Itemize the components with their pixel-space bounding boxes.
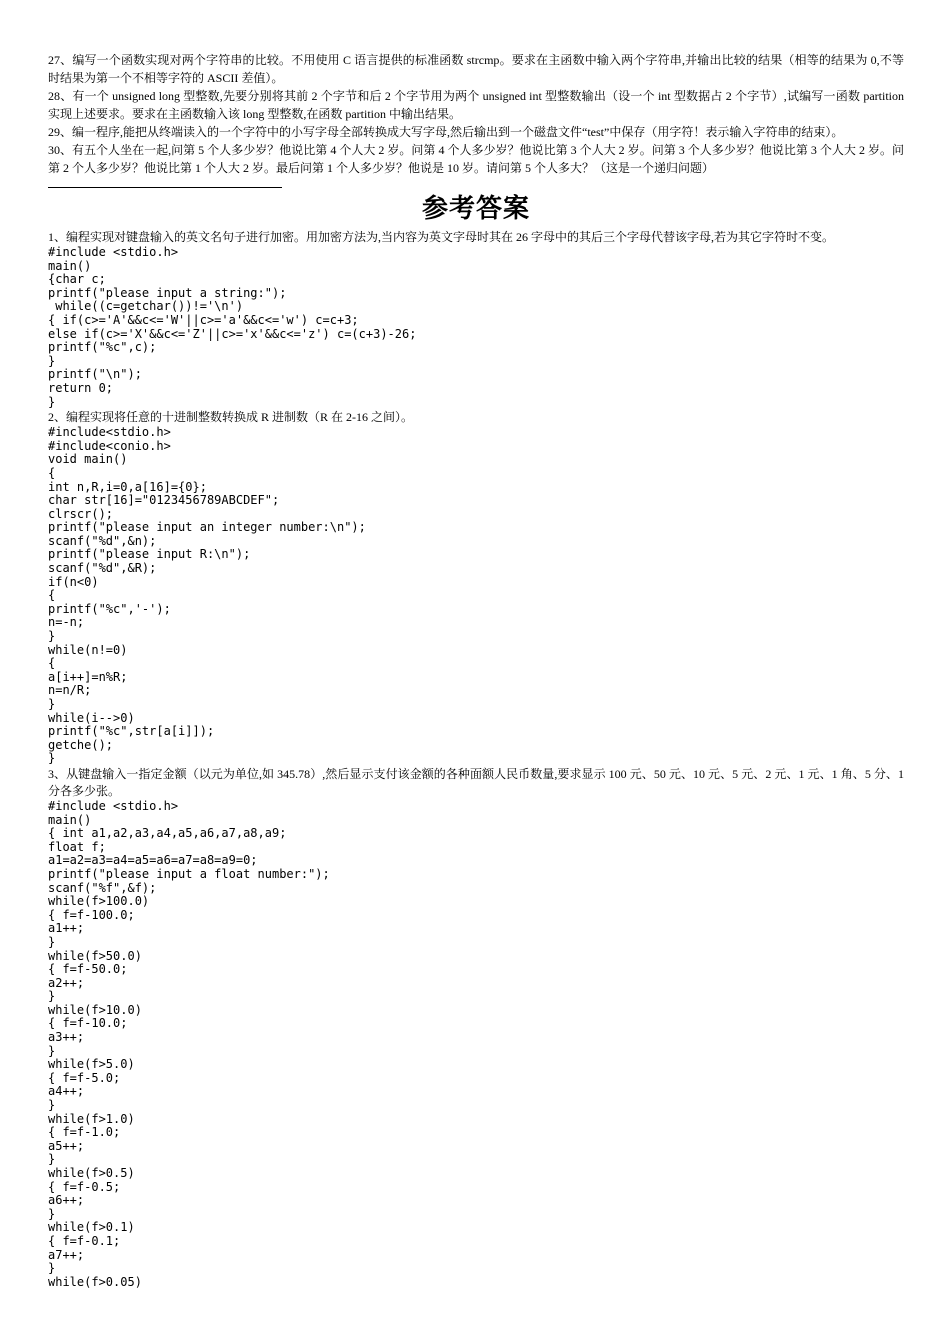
question-30: 30、有五个人坐在一起,问第 5 个人多少岁？他说比第 4 个人大 2 岁。问第 4 个人多少岁？他说比第 3 个人大 2 岁。问第 3 个人多少岁？他说比第 3 个人大 2 岁。问第 2 个人多少岁？他说比第 1 个人大 2 岁。最后问第 1 个人多少岁？他说是 10 岁。请问第 5 个人多大？（这是一个递归问题）	[48, 143, 904, 175]
answer-3-prompt: 3、从键盘输入一指定金额（以元为单位,如 345.78）,然后显示支付该金额的各种面额人民币数量,要求显示 100 元、50 元、10 元、5 元、2 元、1 元、1 角、5 分、1 分各多少张。	[48, 766, 904, 798]
question-29: 29、编一程序,能把从终端读入的一个字符中的小写字母全部转换成大写字母,然后输出到一个磁盘文件“test”中保存（用字符！表示输入字符串的结束）。	[48, 125, 844, 139]
document-page	[48, 51, 904, 1289]
answer-1-code: #include <stdio.h> main() {char c; printf("please input a string:"); while((c=getchar())!='\n') { if(c>='A'&&c<='W'||c>='a'&&c<='w') c=c+3; else if(c>='X'&&c<='Z'||c>='x'&&c<='z') c=(c+3)-26; printf("%c",c); } printf("\n"); return 0; }	[48, 245, 417, 409]
answer-2-prompt: 2、编程实现将任意的十进制整数转换成 R 进制数（R 在 2-16 之间）。	[48, 410, 414, 425]
answer-3-code: #include <stdio.h> main() { int a1,a2,a3,a4,a5,a6,a7,a8,a9; float f; a1=a2=a3=a4=a5=a6=a7=a8=a9=0; printf("please input a float number:"); scanf("%f",&f); while(f>100.0) { f=f-100.0; a1++; } while(f>50.0) { f=f-50.0; a2++; } while(f>10.0) { f=f-10.0; a3++; } while(f>5.0) { f=f-5.0; a4++; } while(f>1.0) { f=f-1.0; a5++; } while(f>0.5) { f=f-0.5; a6++; } while(f>0.1) { f=f-0.1; a7++; } while(f>0.05)	[48, 798, 330, 1289]
question-27: 27、编写一个函数实现对两个字符串的比较。不用使用 C 语言提供的标准函数 strcmp。要求在主函数中输入两个字符串,并输出比较的结果（相等的结果为 0,不等时结果为第一个不相等字符的 ASCII 差值）。	[48, 53, 904, 85]
answer-1-prompt: 1、编程实现对键盘输入的英文名句子进行加密。用加密方法为,当内容为英文字母时其在 26 字母中的其后三个字母代替该字母,若为其它字符时不变。	[48, 230, 835, 244]
answer-2-code: #include<stdio.h> #include<conio.h> void main() { int n,R,i=0,a[16]={0}; char str[16]="0123456789ABCDEF"; clrscr(); printf("please input an integer number:\n"); scanf("%d",&n); printf("please input R:\n"); scanf("%d",&R); if(n<0) { printf("%c",'-'); n=-n; } while(n!=0) { a[i++]=n%R; n=n/R; } while(i-->0) printf("%c",str[a[i]]); getche(); }	[48, 425, 366, 766]
question-28: 28、有一个 unsigned long 型整数,先要分别将其前 2 个字节和后 2 个字节用为两个 unsigned int 型整数输出（设一个 int 型数据占 2 个字节）,试编写一函数 partition 实现上述要求。要求在主函数输入该 long 型整数,在函数 partition 中输出结果。	[48, 89, 904, 121]
section-divider	[48, 187, 282, 188]
answer-title: 参考答案	[421, 194, 530, 224]
